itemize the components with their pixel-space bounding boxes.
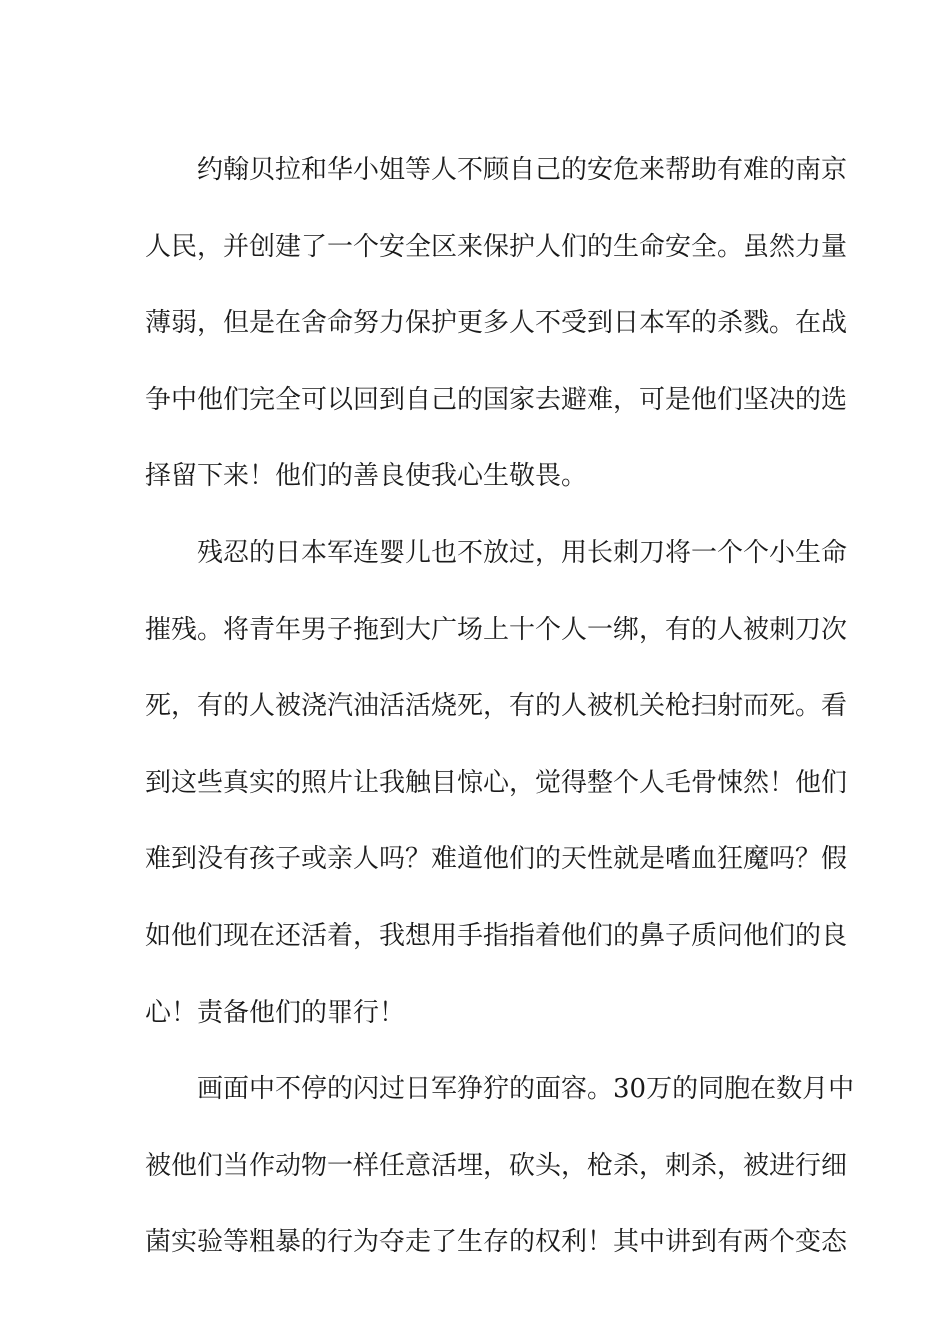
paragraph-line: 残忍的日本军连婴儿也不放过，用长刺刀将一个个小生命 [197,537,848,568]
paragraph-line: 菌实验等粗暴的行为夺走了生存的权利！其中讲到有两个变态 [145,1227,848,1258]
paragraph-line: 约翰贝拉和华小姐等人不顾自己的安危来帮助有难的南京 [197,155,848,185]
paragraph-line: 争中他们完全可以回到自己的国家去避难，可是他们坚决的选 [145,384,848,415]
paragraph-2 [145,515,848,1051]
paragraph-line: 死，有的人被浇汽油活活烧死，有的人被机关枪扫射而死。看 [145,691,848,722]
paragraph-line: 如他们现在还活着，我想用手指指着他们的鼻子质问他们的良 [145,920,848,951]
paragraph-line: 被他们当作动物一样任意活埋，砍头，枪杀，刺杀，被进行细 [145,1150,848,1181]
paragraph-line: 画面中不停的闪过日军狰狞的面容。30万的同胞在数月中 [197,1074,855,1105]
paragraph-line: 人民，并创建了一个安全区来保护人们的生命安全。虽然力量 [145,231,848,262]
paragraph-line: 到这些真实的照片让我触目惊心，觉得整个人毛骨悚然！他们 [145,767,848,798]
paragraph-1 [145,132,848,515]
paragraph-3 [145,1051,855,1281]
document-body [145,132,855,1281]
paragraph-line: 摧残。将青年男子拖到大广场上十个人一绑，有的人被刺刀次 [145,614,848,645]
paragraph-line: 难到没有孩子或亲人吗？难道他们的天性就是嗜血狂魔吗？假 [145,844,848,875]
paragraph-line: 择留下来！他们的善良使我心生敬畏。 [145,461,588,492]
paragraph-line: 心！责备他们的罪行！ [145,997,406,1028]
paragraph-line: 薄弱，但是在舍命努力保护更多人不受到日本军的杀戮。在战 [145,308,848,339]
